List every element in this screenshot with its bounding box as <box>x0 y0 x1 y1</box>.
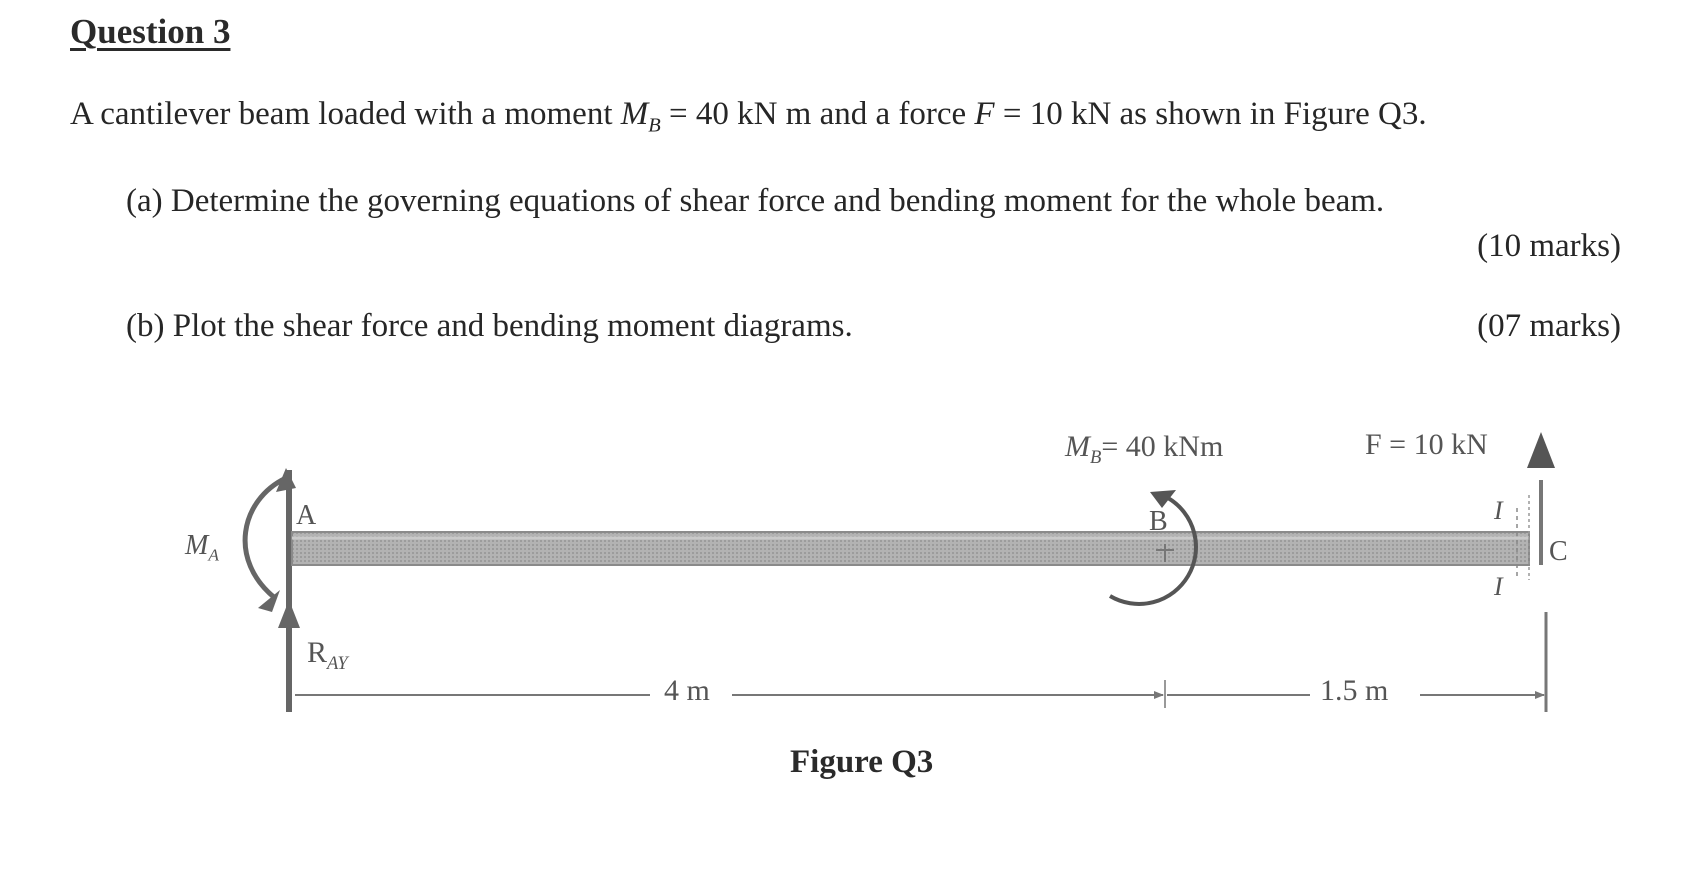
mb-subscript: B <box>648 114 661 137</box>
question-title: Question 3 <box>70 12 231 51</box>
reaction-arrow <box>278 600 300 628</box>
point-c-label: C <box>1549 536 1568 567</box>
part-a-label: (a) <box>126 183 163 219</box>
part-b-label: (b) <box>126 308 165 344</box>
moment-b-subscript: B <box>1090 447 1102 468</box>
moment-b-value: = 40 kNm <box>1101 430 1224 463</box>
moment-b-symbol: M <box>1065 430 1090 463</box>
dimension-4m: 4 m <box>664 674 710 707</box>
figure-caption: Figure Q3 <box>790 744 934 780</box>
point-b-label: B <box>1149 506 1168 537</box>
force-label: F = 10 kN <box>1365 428 1488 461</box>
section-label-bottom: I <box>1494 572 1503 601</box>
part-a-marks: (10 marks) <box>1477 228 1621 264</box>
part-b-marks: (07 marks) <box>1477 308 1621 344</box>
mb-value: = 40 kN m and a force <box>660 96 975 132</box>
moment-a-subscript: A <box>208 545 219 565</box>
moment-a-arrow <box>245 478 286 598</box>
dimension-1-5m: 1.5 m <box>1320 674 1389 707</box>
f-value: = 10 kN as shown in Figure Q3. <box>994 96 1427 132</box>
moment-b-label <box>1065 430 1223 469</box>
f-symbol: F <box>974 96 995 132</box>
moment-a-label <box>185 530 219 566</box>
reaction-label <box>307 636 348 675</box>
part-a-text: Determine the governing equations of shear force and bending moment for the whole beam. <box>170 183 1385 219</box>
force-arrow-head <box>1527 432 1555 468</box>
point-a-label: A <box>296 500 317 531</box>
section-label-top: I <box>1494 496 1503 525</box>
reaction-symbol: R <box>307 636 328 669</box>
reaction-subscript: AY <box>327 653 348 674</box>
part-b-text: Plot the shear force and bending moment diagrams. <box>172 308 853 344</box>
moment-a-symbol: M <box>185 530 209 561</box>
intro-text-start: A cantilever beam loaded with a moment <box>70 96 621 132</box>
mb-symbol: M <box>620 96 649 132</box>
